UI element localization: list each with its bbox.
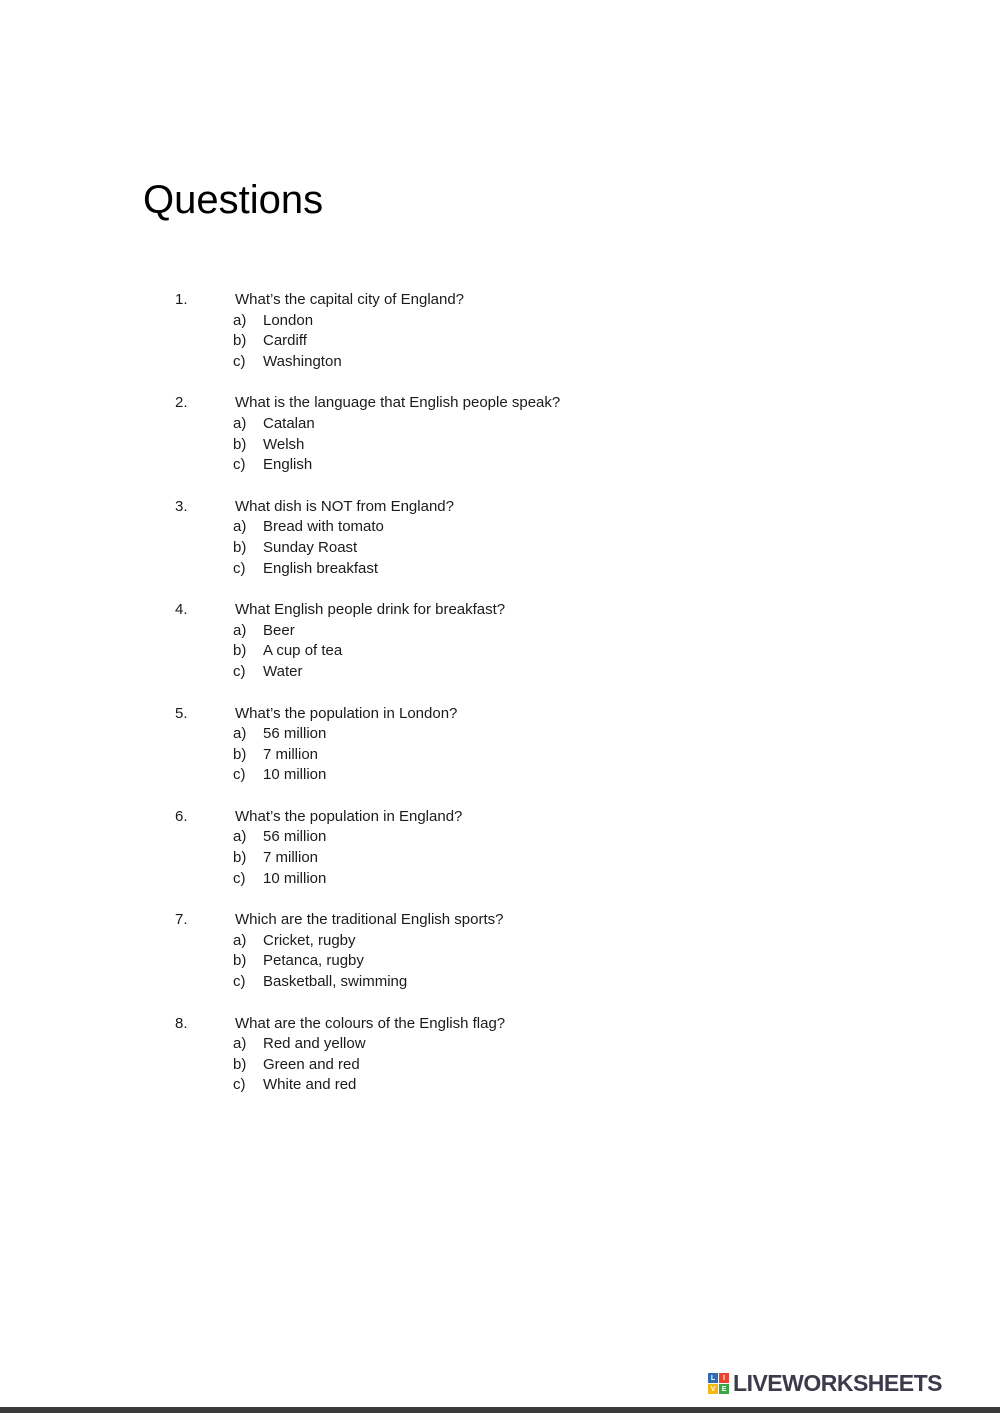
question-number: 4. [175,601,188,619]
option-letter: c) [233,352,246,370]
answer-option[interactable] [0,1075,1000,1096]
answer-option[interactable] [0,745,1000,766]
option-text: 56 million [263,725,327,743]
answer-option[interactable] [0,827,1000,848]
answer-option[interactable] [0,931,1000,952]
question-head [0,1014,1000,1035]
answer-option[interactable] [0,455,1000,476]
question-number: 1. [175,291,188,308]
option-text: Green and red [263,1055,360,1073]
logo-square: L [708,1373,718,1383]
brand-text: LIVEWORKSHEETS [733,1370,942,1396]
option-letter: c) [233,869,246,887]
option-text: Welsh [263,435,305,453]
logo-square: I [719,1373,729,1383]
question-number: 2. [175,394,188,412]
option-letter: b) [233,332,247,350]
answer-option[interactable] [0,621,1000,642]
option-letter: a) [233,311,247,329]
bottom-bar [0,1407,1000,1413]
option-text: Catalan [263,414,315,432]
option-letter: a) [233,414,247,432]
question-head [0,704,1000,725]
page-title: Questions [143,178,324,222]
option-letter: a) [233,621,247,639]
answer-option[interactable] [0,641,1000,662]
option-text: Beer [263,621,295,639]
question-text: What English people drink for breakfast? [235,601,506,619]
answer-option[interactable] [0,869,1000,890]
answer-option[interactable] [0,311,1000,332]
option-text: English [263,456,313,474]
option-text: A cup of tea [263,642,343,660]
question-text: What dish is NOT from England? [235,497,454,515]
option-text: Bread with tomato [263,518,384,536]
question-head [0,290,1000,311]
question-head [0,910,1000,931]
question-head [0,600,1000,621]
question-head [0,807,1000,828]
option-text: 10 million [263,869,327,887]
answer-option[interactable] [0,435,1000,456]
option-text: White and red [263,1076,357,1094]
question-number: 6. [175,807,188,825]
option-letter: c) [233,973,246,991]
option-letter: c) [233,1076,246,1094]
question-text: What’s the population in London? [235,704,458,722]
option-letter: a) [233,518,247,536]
option-letter: b) [233,1055,247,1073]
answer-option[interactable] [0,662,1000,683]
question-item [0,497,1000,579]
question-text: What are the colours of the English flag? [235,1014,506,1032]
question-text: Which are the traditional English sports? [235,911,504,929]
question-number: 7. [175,911,188,929]
answer-option[interactable] [0,559,1000,580]
option-text: Cricket, rugby [263,931,356,949]
option-text: English breakfast [263,559,379,577]
answer-option[interactable] [0,331,1000,352]
questions-list [0,290,1000,1117]
option-text: Water [263,662,303,680]
question-item [0,393,1000,475]
answer-option[interactable] [0,517,1000,538]
option-text: 7 million [263,849,319,867]
option-text: 7 million [263,745,319,763]
liveworksheets-logo-icon [708,1373,729,1394]
question-item [0,910,1000,992]
question-item [0,600,1000,682]
option-text: Basketball, swimming [263,973,408,991]
answer-option[interactable] [0,1034,1000,1055]
option-letter: b) [233,435,247,453]
option-text: Washington [263,352,342,370]
question-number: 5. [175,704,188,722]
question-item [0,1014,1000,1096]
question-item [0,704,1000,786]
option-letter: b) [233,849,247,867]
option-text: Cardiff [263,332,307,350]
option-letter: a) [233,1035,247,1053]
liveworksheets-brand-link[interactable] [708,1370,942,1397]
answer-option[interactable] [0,538,1000,559]
option-letter: a) [233,828,247,846]
question-item [0,290,1000,372]
answer-option[interactable] [0,414,1000,435]
answer-option[interactable] [0,765,1000,786]
question-number: 3. [175,497,188,515]
question-head [0,393,1000,414]
question-item [0,807,1000,889]
option-letter: c) [233,662,246,680]
option-letter: a) [233,931,247,949]
option-letter: c) [233,456,246,474]
option-text: Sunday Roast [263,538,358,556]
answer-option[interactable] [0,972,1000,993]
option-letter: a) [233,725,247,743]
logo-square: V [708,1384,718,1394]
option-letter: b) [233,538,247,556]
question-text: What’s the population in England? [235,807,463,825]
answer-option[interactable] [0,848,1000,869]
option-letter: c) [233,766,246,784]
question-number: 8. [175,1014,188,1032]
answer-option[interactable] [0,951,1000,972]
answer-option[interactable] [0,724,1000,745]
option-text: Petanca, rugby [263,952,364,970]
answer-option[interactable] [0,352,1000,373]
question-text: What’s the capital city of England? [235,291,465,308]
option-text: Red and yellow [263,1035,366,1053]
option-letter: c) [233,559,246,577]
logo-square: E [719,1384,729,1394]
option-text: 56 million [263,828,327,846]
option-letter: b) [233,642,247,660]
answer-option[interactable] [0,1055,1000,1076]
question-head [0,497,1000,518]
question-text: What is the language that English people speak? [235,394,561,412]
option-letter: b) [233,952,247,970]
option-text: 10 million [263,766,327,784]
option-text: London [263,311,314,329]
option-letter: b) [233,745,247,763]
